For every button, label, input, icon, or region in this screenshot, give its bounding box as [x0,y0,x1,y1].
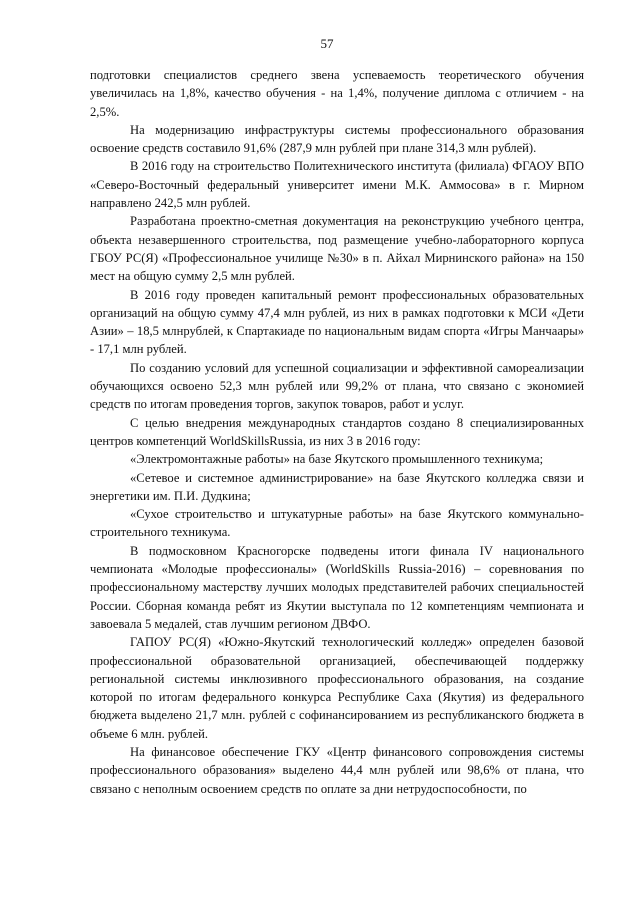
paragraph: В подмосковном Красногорске подведены итоги финала IV национального чемпионата «Молодые профессионалы» (WorldSkills Russia-2016) – соревнования по профессиональному мастерству лучших молодых представителей рабочих специальностей России. Сборная команда ребят из Якутии выступала по 12 компетенциям чемпионата и завоевала 5 медалей, став лучшим регионом ДВФО. [90,543,584,631]
paragraph: По созданию условий для успешной социализации и эффективной самореализации обучающихся освоено 52,3 млн рублей или 99,2% от плана, что связано с экономией средств по итогам проведения торгов, закупок товаров, работ и услуг. [90,360,584,412]
paragraph: «Сухое строительство и штукатурные работы» на базе Якутского коммунально-строительного техникума. [90,507,584,540]
paragraph: В 2016 году на строительство Политехнического института (филиала) ФГАОУ ВПО «Северо-Восточный федеральный университет имени М.К. Аммосова» в г. Мирном направлено 242,5 млн рублей. [90,159,584,211]
paragraph: В 2016 году проведен капитальный ремонт профессиональных образовательных организаций на общую сумму 47,4 млн рублей, из них в рамках подготовки к МСИ «Дети Азии» – 18,5 млнрублей, к Спартакиаде по национальным видам спорта «Игры Манчаары» - 17,1 млн рублей. [90,287,584,357]
paragraph: «Электромонтажные работы» на базе Якутского промышленного техникума; [130,452,544,467]
body-text [90,66,584,798]
paragraph: «Сетевое и системное администрирование» на базе Якутского колледжа связи и энергетики им. П.И. Дудкина; [90,470,584,503]
paragraph: На финансовое обеспечение ГКУ «Центр финансового сопровождения системы профессионального образования» выделено 44,4 млн рублей или 98,6% от плана, что связано с неполным освоением средств по оплате за дни нетрудоспособности, по [90,744,584,796]
paragraph: подготовки специалистов среднего звена успеваемость теоретического обучения увеличилась на 1,8%, качество обучения - на 1,4%, получение диплома с отличием - на 2,5%. [90,68,584,119]
paragraph: На модернизацию инфраструктуры системы профессионального образования освоение средств составило 91,6% (287,9 млн рублей при плане 314,3 млн рублей). [90,122,584,156]
paragraph: С целью внедрения международных стандартов создано 8 специализированных центров компетенций WorldSkillsRussia, из них 3 в 2016 году: [90,415,584,448]
paragraph: Разработана проектно-сметная документация на реконструкцию учебного центра, объекта незавершенного строительства, под размещение учебно-лабораторного корпуса ГБОУ РС(Я) «Профессиональное училище №30» в п. Айхал Мирнинского района» на 150 мест на общую сумму 2,5 млн рублей. [90,214,584,284]
page-number: 57 [320,36,334,51]
paragraph: ГАПОУ РС(Я) «Южно-Якутский технологический колледж» определен базовой профессиональной образовательной организацией, обеспечивающей поддержку региональной системы инклюзивного профессионального образования, на создание которой по итогам федерального конкурса Республике Саха (Якутия) из федерального бюджета выделено 21,7 млн. рублей с софинансированием из республиканского бюджета в объеме 6 млн. рублей. [90,635,584,741]
